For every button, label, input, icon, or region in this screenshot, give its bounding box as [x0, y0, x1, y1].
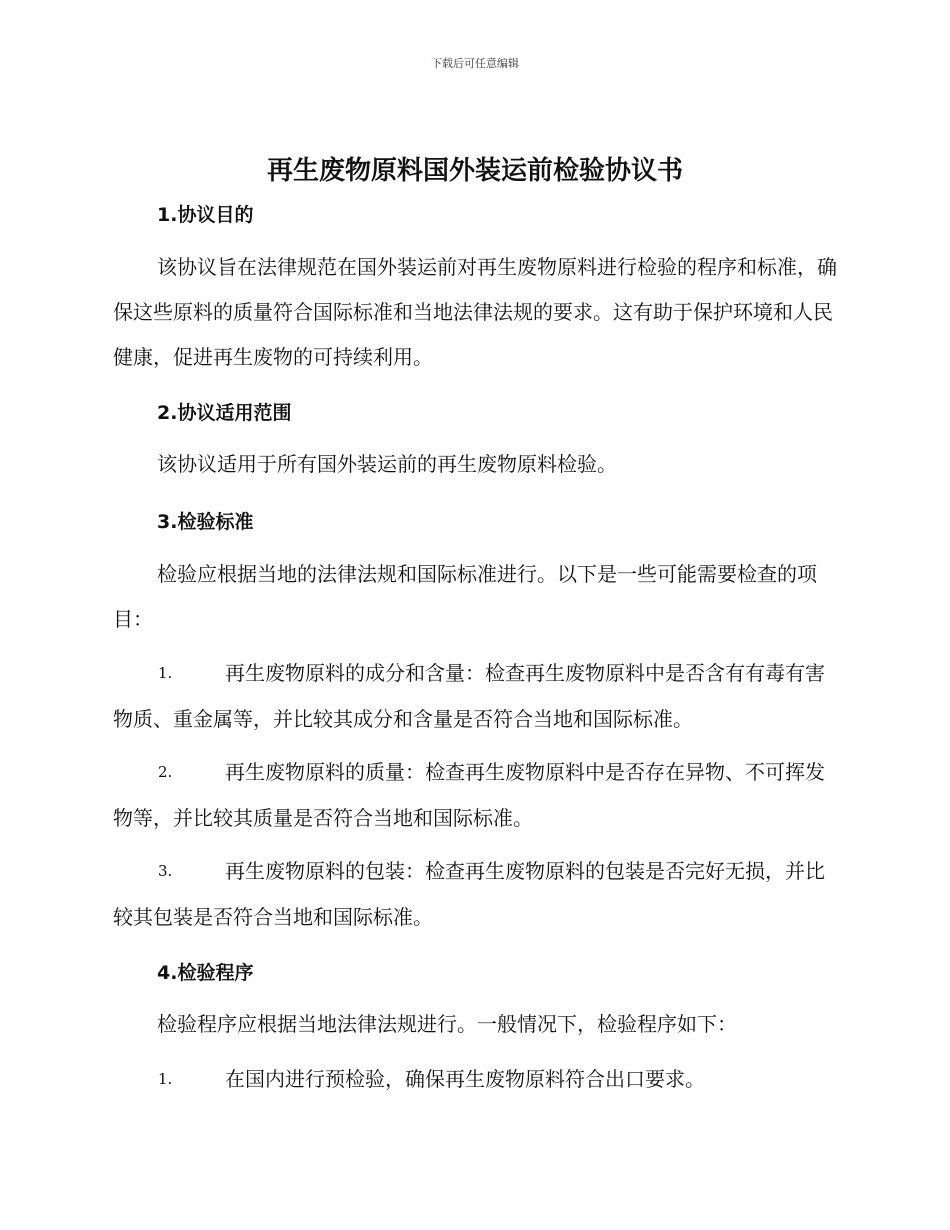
section-heading-standards: 3.检验标准	[157, 511, 254, 533]
section-heading-purpose: 1.协议目的	[157, 204, 254, 226]
section-paragraph-procedure: 检验程序应根据当地法律法规进行。一般情况下，检验程序如下：	[157, 1012, 737, 1036]
list-item-text: 再生废物原料的质量：检查再生废物原料中是否存在异物、不可挥发物等，并比较其质量是否符合当地和国际标准。	[113, 760, 825, 830]
list-item-number: 1.	[158, 1070, 173, 1088]
list-item-text: 再生废物原料的包装：检查再生废物原料的包装是否完好无损，并比较其包装是否符合当地和国际标准。	[113, 859, 825, 929]
list-item	[113, 848, 838, 940]
list-item	[113, 1056, 838, 1102]
list-item-number: 3.	[158, 862, 173, 880]
list-item-number: 1.	[158, 664, 173, 682]
list-item-text: 在国内进行预检验，确保再生废物原料符合出口要求。	[225, 1067, 705, 1091]
section-heading-scope: 2.协议适用范围	[157, 402, 292, 424]
list-item	[113, 749, 838, 841]
document-title: 再生废物原料国外装运前检验协议书	[266, 156, 683, 186]
section-paragraph-scope: 该协议适用于所有国外装运前的再生废物原料检验。	[157, 452, 617, 476]
list-item-number: 2.	[158, 763, 173, 781]
section-paragraph-purpose: 该协议旨在法律规范在国外装运前对再生废物原料进行检验的程序和标准，确保这些原料的质量符合国际标准和当地法律法规的要求。这有助于保护环境和人民健康，促进再生废物的可持续利用。	[113, 255, 837, 369]
section-paragraph-standards: 检验应根据当地的法律法规和国际标准进行。以下是一些可能需要检查的项目：	[113, 562, 817, 631]
page-header-note: 下载后可任意编辑	[431, 57, 519, 70]
list-item	[113, 650, 838, 742]
section-heading-procedure: 4.检验程序	[157, 962, 254, 984]
list-item-text: 再生废物原料的成分和含量：检查再生废物原料中是否含有有毒有害物质、重金属等，并比较其成分和含量是否符合当地和国际标准。	[113, 661, 825, 731]
